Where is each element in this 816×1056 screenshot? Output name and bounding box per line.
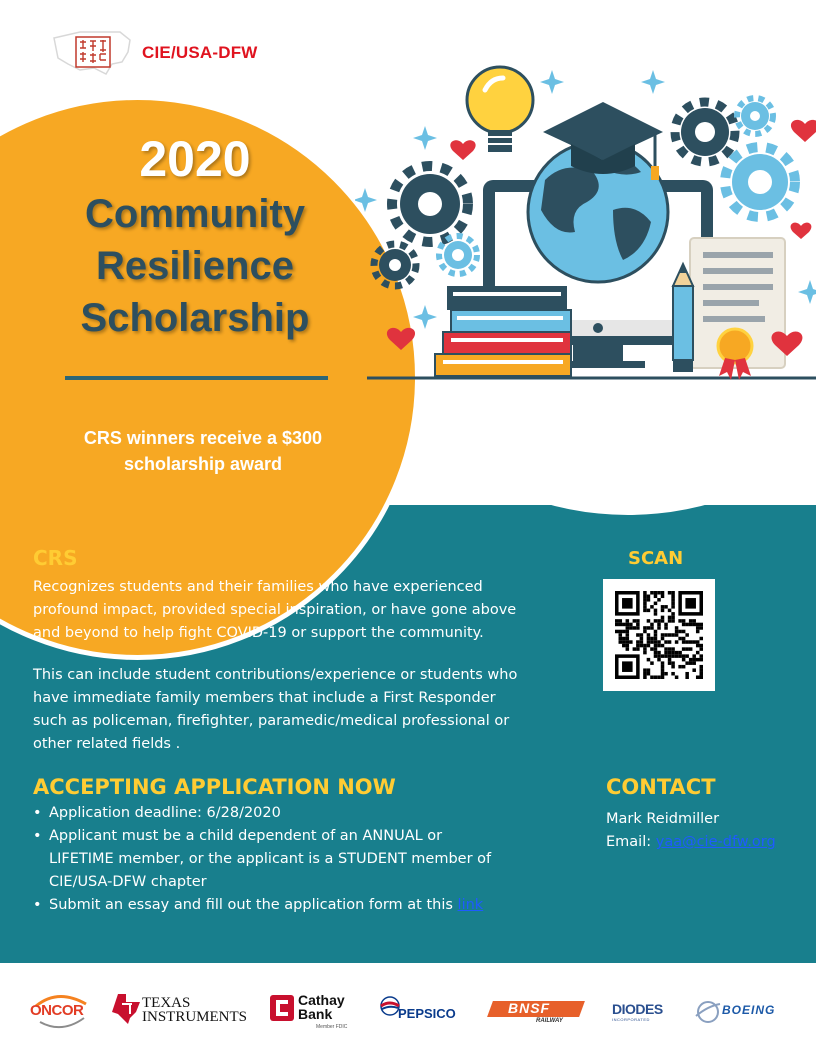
list-item-submit <box>33 894 553 917</box>
cathay-line-2: Bank <box>298 1006 333 1022</box>
crs-heading: CRS <box>33 546 78 570</box>
org-name: CIE/USA-DFW <box>142 43 258 62</box>
contact-heading: CONTACT <box>606 775 716 799</box>
boeing-text: BOEING <box>722 1003 776 1017</box>
cathay-sub: Member FDIC <box>316 1024 348 1030</box>
eligibility-line-1: • Applicant must be a child dependent of an ANNUAL or <box>49 828 443 844</box>
title-year: 2020 <box>139 131 251 187</box>
cathay-bank-logo <box>270 994 350 1034</box>
eligibility-line-2: LIFETIME member, or the applicant is a STUDENT member of <box>49 851 492 867</box>
award-line-1: CRS winners receive a $300 <box>83 428 323 448</box>
heart-icon <box>791 120 816 142</box>
heart-icon <box>387 328 415 350</box>
scholarship-title <box>40 130 350 344</box>
boeing-symbol-icon <box>694 998 722 1026</box>
sparkle-icon <box>798 280 816 304</box>
sparkle-icon <box>413 126 437 150</box>
submit-text: Submit an essay and fill out the application form at this <box>49 897 458 913</box>
oncor-text: ONCOR <box>30 1002 84 1019</box>
crs-p2-line-2: have immediate family members that include a First Responder <box>33 690 496 706</box>
contact-email-link[interactable]: yaa@cie-dfw.org <box>655 834 776 850</box>
sparkle-icon <box>355 188 377 212</box>
gear-icon <box>675 102 735 162</box>
diodes-sub: INCORPORATED <box>612 1017 650 1022</box>
crs-paragraph-1 <box>33 576 553 645</box>
ti-state-icon <box>112 992 142 1024</box>
books-icon <box>435 286 571 376</box>
application-form-link[interactable]: link <box>457 897 484 913</box>
email-label: Email: <box>606 834 656 850</box>
bnsf-text: BNSF <box>508 1000 551 1016</box>
cathay-line-1: Cathay <box>298 992 345 1008</box>
contact-name: Mark Reidmiller <box>606 811 720 827</box>
certificate-icon <box>690 238 785 380</box>
education-illustration <box>355 60 816 390</box>
title-line-resilience: Resilience <box>96 244 294 288</box>
contact-email-line <box>606 831 811 854</box>
usa-map-seal-icon <box>50 28 134 78</box>
sparkle-icon <box>540 70 564 94</box>
title-line-community: Community <box>85 192 305 236</box>
eligibility-line-3: CIE/USA-DFW chapter <box>49 874 207 890</box>
pepsico-globe-icon <box>380 996 400 1016</box>
bnsf-sub: RAILWAY <box>536 1018 563 1024</box>
sparkle-icon <box>641 70 665 94</box>
lightbulb-icon <box>467 67 533 152</box>
diodes-text: DIODES <box>612 1001 663 1017</box>
bnsf-logo <box>490 1001 586 1027</box>
accepting-heading: ACCEPTING APPLICATION NOW <box>33 775 396 799</box>
crs-p1-line-2: profound impact, provided special inspiration, or have gone above <box>33 602 517 618</box>
list-item-eligibility <box>33 825 553 894</box>
crs-p2-line-4: other related fields . <box>33 736 181 752</box>
list-item-deadline <box>33 802 553 825</box>
crs-p2-line-3: such as policeman, firefighter, paramedic/medical professional or <box>33 713 510 729</box>
ti-line-2: INSTRUMENTS <box>142 1009 248 1025</box>
gear-icon <box>392 166 468 242</box>
gear-icon <box>374 244 416 286</box>
gear-icon <box>737 98 773 134</box>
heart-icon <box>791 223 812 239</box>
pepsico-text: PEPSICO <box>398 1006 456 1021</box>
pepsico-logo <box>380 995 475 1025</box>
qr-code-graphic <box>615 591 703 679</box>
award-text <box>48 425 358 477</box>
pencil-icon <box>673 264 693 372</box>
gear-icon <box>725 147 795 217</box>
scan-heading: SCAN <box>628 548 684 569</box>
texas-instruments-logo <box>110 992 248 1026</box>
ti-line-1: TEXAS <box>142 995 191 1011</box>
award-line-2: scholarship award <box>123 454 283 474</box>
title-line-scholarship: Scholarship <box>80 296 310 340</box>
heart-icon <box>450 140 475 160</box>
oncor-logo <box>28 990 92 1030</box>
requirements-list <box>33 802 553 917</box>
crs-p1-line-1: Recognizes students and their families who have experienced <box>33 579 483 595</box>
crs-paragraph-2 <box>33 664 558 756</box>
sparkle-icon <box>413 305 437 329</box>
cathay-mark-icon <box>270 995 294 1021</box>
qr-code-icon[interactable] <box>603 579 715 691</box>
crs-p2-line-1: This can include student contributions/experience or students who <box>33 667 518 683</box>
deadline-text: Application deadline: 6/28/2020 <box>49 805 281 821</box>
diodes-logo <box>612 1001 682 1025</box>
boeing-logo <box>694 998 804 1026</box>
org-logo <box>50 28 258 78</box>
title-divider <box>65 376 328 380</box>
crs-p1-line-3: and beyond to help fight COVID-19 or support the community. <box>33 625 484 641</box>
